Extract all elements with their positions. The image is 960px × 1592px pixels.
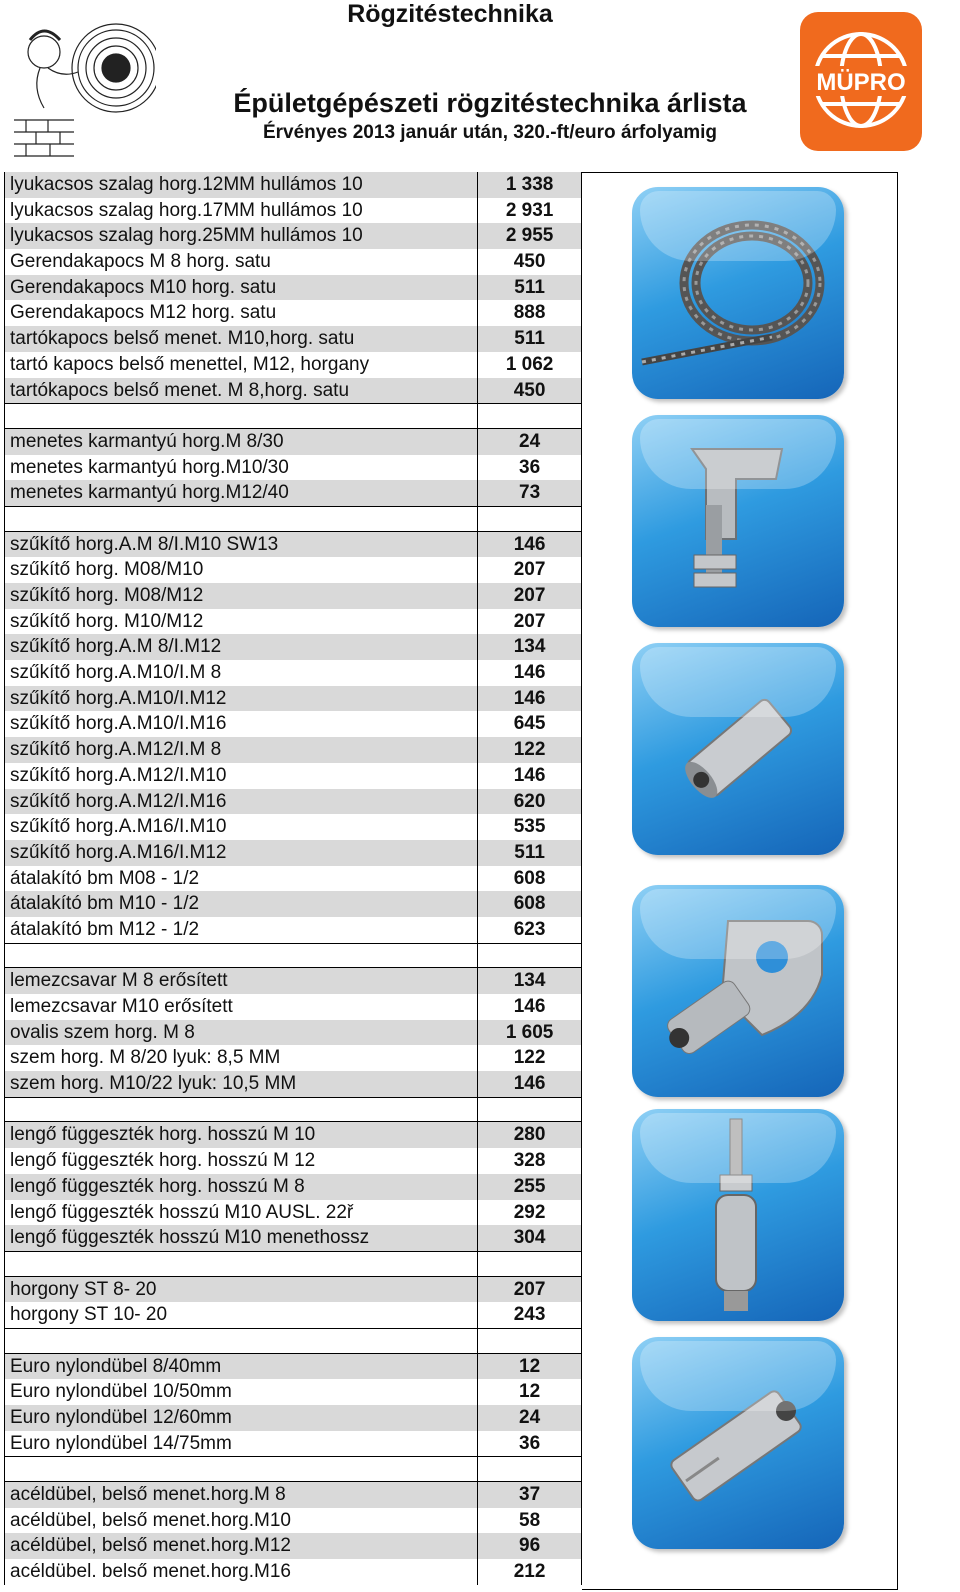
product-name: szűkítő horg.A.M10/I.M16 <box>5 711 478 737</box>
table-row <box>5 1508 582 1534</box>
product-price: 146 <box>478 686 582 712</box>
product-price <box>478 404 582 428</box>
product-name: lemezcsavar M10 erősített <box>5 994 478 1020</box>
product-name: acéldübel, belső menet.horg.M10 <box>5 1508 478 1534</box>
product-name <box>5 944 478 968</box>
separator-row <box>5 506 582 532</box>
validity-note: Érvényes 2013 január után, 320.-ft/euro árfolyamig <box>262 122 718 143</box>
product-name: szűkítő horg. M08/M10 <box>5 557 478 583</box>
product-price: 511 <box>478 275 582 301</box>
price-table <box>4 172 582 1585</box>
table-row <box>5 686 582 712</box>
product-price: 36 <box>478 455 582 481</box>
product-price: 535 <box>478 814 582 840</box>
product-name: szűkítő horg.A.M16/I.M12 <box>5 840 478 866</box>
product-name: horgony ST 10- 20 <box>5 1302 478 1328</box>
table-row <box>5 994 582 1020</box>
product-name: lengő függeszték horg. hosszú M 8 <box>5 1174 478 1200</box>
table-row <box>5 1533 582 1559</box>
table-row <box>5 1354 582 1380</box>
product-price: 328 <box>478 1148 582 1174</box>
product-name: átalakító bm M12 - 1/2 <box>5 917 478 943</box>
table-row <box>5 660 582 686</box>
product-price: 207 <box>478 583 582 609</box>
table-row <box>5 1379 582 1405</box>
product-price: 243 <box>478 1302 582 1328</box>
table-row <box>5 480 582 506</box>
product-name <box>5 1329 478 1353</box>
separator-row <box>5 1251 582 1277</box>
product-price: 1 338 <box>478 172 582 198</box>
product-price: 450 <box>478 378 582 404</box>
product-name: menetes karmantyú horg.M12/40 <box>5 480 478 506</box>
product-name <box>5 507 478 531</box>
table-row <box>5 840 582 866</box>
worker-with-pipe-icon <box>4 0 156 160</box>
product-name: átalakító bm M08 - 1/2 <box>5 866 478 892</box>
page-header <box>0 0 960 172</box>
table-row <box>5 917 582 943</box>
product-price: 212 <box>478 1559 582 1585</box>
product-name: lyukacsos szalag horg.17MM hullámos 10 <box>5 198 478 224</box>
table-row <box>5 789 582 815</box>
mupro-logo <box>798 10 924 153</box>
product-price: 146 <box>478 660 582 686</box>
product-price: 888 <box>478 300 582 326</box>
product-name: szűkítő horg.A.M12/I.M16 <box>5 789 478 815</box>
table-row <box>5 352 582 378</box>
table-row <box>5 1482 582 1508</box>
product-name: Euro nylondübel 8/40mm <box>5 1354 478 1380</box>
beam-clamp-icon <box>632 415 844 627</box>
table-row <box>5 326 582 352</box>
product-price: 73 <box>478 480 582 506</box>
separator-row <box>5 1456 582 1482</box>
product-name: lengő függeszték horg. hosszú M 12 <box>5 1148 478 1174</box>
product-name: szűkítő horg.A.M10/I.M12 <box>5 686 478 712</box>
table-row <box>5 1277 582 1303</box>
product-price: 36 <box>478 1431 582 1457</box>
product-name: szem horg. M10/22 lyuk: 10,5 MM <box>5 1071 478 1097</box>
separator-row <box>5 403 582 429</box>
eye-plate-icon <box>632 885 844 1097</box>
perforated-band-icon <box>632 187 844 399</box>
product-name <box>5 1252 478 1276</box>
product-price: 1 062 <box>478 352 582 378</box>
product-price: 58 <box>478 1508 582 1534</box>
product-price: 207 <box>478 557 582 583</box>
product-name: Gerendakapocs M12 horg. satu <box>5 300 478 326</box>
product-name: lyukacsos szalag horg.25MM hullámos 10 <box>5 223 478 249</box>
product-price <box>478 1329 582 1353</box>
table-row <box>5 609 582 635</box>
product-images-panel <box>582 172 898 1590</box>
table-row <box>5 814 582 840</box>
table-row <box>5 532 582 558</box>
product-price: 146 <box>478 1071 582 1097</box>
product-price: 608 <box>478 866 582 892</box>
table-row <box>5 1045 582 1071</box>
table-row <box>5 866 582 892</box>
product-name: szűkítő horg.A.M10/I.M 8 <box>5 660 478 686</box>
table-row <box>5 1148 582 1174</box>
price-list-title: Épületgépészeti rögzitéstechnika árlista <box>233 88 747 118</box>
product-name: acéldübel, belső menet.horg.M 8 <box>5 1482 478 1508</box>
separator-row <box>5 943 582 969</box>
product-price: 255 <box>478 1174 582 1200</box>
product-name: szűkítő horg.A.M12/I.M 8 <box>5 737 478 763</box>
product-price: 645 <box>478 711 582 737</box>
table-row <box>5 763 582 789</box>
product-price: 24 <box>478 429 582 455</box>
table-row <box>5 223 582 249</box>
product-name <box>5 1457 478 1481</box>
product-price: 608 <box>478 891 582 917</box>
product-price: 146 <box>478 994 582 1020</box>
table-row <box>5 378 582 404</box>
table-row <box>5 198 582 224</box>
table-row <box>5 275 582 301</box>
table-row <box>5 172 582 198</box>
product-name: átalakító bm M10 - 1/2 <box>5 891 478 917</box>
table-row <box>5 429 582 455</box>
table-row <box>5 711 582 737</box>
product-name: Gerendakapocs M10 horg. satu <box>5 275 478 301</box>
product-name: tartókapocs belső menet. M10,horg. satu <box>5 326 478 352</box>
product-name: tartó kapocs belső menettel, M12, horgany <box>5 352 478 378</box>
product-price: 146 <box>478 532 582 558</box>
product-price: 450 <box>478 249 582 275</box>
table-row <box>5 1302 582 1328</box>
product-price <box>478 1252 582 1276</box>
product-name: szűkítő horg. M10/M12 <box>5 609 478 635</box>
product-name: acéldübel. belső menet.horg.M16 <box>5 1559 478 1585</box>
brand-name: MÜPRO <box>816 69 906 96</box>
product-price <box>478 1457 582 1481</box>
product-price: 146 <box>478 763 582 789</box>
table-row <box>5 557 582 583</box>
product-name: ovalis szem horg. M 8 <box>5 1020 478 1046</box>
product-price <box>478 507 582 531</box>
table-row <box>5 891 582 917</box>
product-price: 12 <box>478 1379 582 1405</box>
product-name: Euro nylondübel 14/75mm <box>5 1431 478 1457</box>
product-name: lengő függeszték hosszú M10 menethossz <box>5 1225 478 1251</box>
threaded-coupler-icon <box>632 643 844 855</box>
product-price: 511 <box>478 840 582 866</box>
product-price: 96 <box>478 1533 582 1559</box>
table-row <box>5 583 582 609</box>
product-price: 207 <box>478 609 582 635</box>
table-row <box>5 1405 582 1431</box>
product-price: 2 955 <box>478 223 582 249</box>
product-name: lengő függeszték hosszú M10 AUSL. 22ř <box>5 1200 478 1226</box>
product-name: Euro nylondübel 10/50mm <box>5 1379 478 1405</box>
product-price: 292 <box>478 1200 582 1226</box>
anchor-icon <box>632 1337 844 1549</box>
product-price: 511 <box>478 326 582 352</box>
swivel-hanger-icon <box>632 1109 844 1321</box>
table-row <box>5 1431 582 1457</box>
page-title: Rögzitéstechnika <box>347 0 553 28</box>
table-row <box>5 1122 582 1148</box>
product-name: lengő függeszték horg. hosszú M 10 <box>5 1122 478 1148</box>
product-price <box>478 944 582 968</box>
product-price: 134 <box>478 968 582 994</box>
product-price: 1 605 <box>478 1020 582 1046</box>
table-row <box>5 1559 582 1585</box>
product-name: acéldübel, belső menet.horg.M12 <box>5 1533 478 1559</box>
table-row <box>5 1200 582 1226</box>
separator-row <box>5 1097 582 1123</box>
product-price <box>478 1098 582 1122</box>
product-price: 122 <box>478 737 582 763</box>
product-price: 280 <box>478 1122 582 1148</box>
table-row <box>5 634 582 660</box>
product-name: lyukacsos szalag horg.12MM hullámos 10 <box>5 172 478 198</box>
product-price: 620 <box>478 789 582 815</box>
product-name: lemezcsavar M 8 erősített <box>5 968 478 994</box>
product-name: szűkítő horg.A.M 8/I.M12 <box>5 634 478 660</box>
product-price: 207 <box>478 1277 582 1303</box>
product-name: szem horg. M 8/20 lyuk: 8,5 MM <box>5 1045 478 1071</box>
product-price: 304 <box>478 1225 582 1251</box>
product-name: szűkítő horg.A.M12/I.M10 <box>5 763 478 789</box>
table-row <box>5 300 582 326</box>
product-name: Euro nylondübel 12/60mm <box>5 1405 478 1431</box>
product-price: 122 <box>478 1045 582 1071</box>
separator-row <box>5 1328 582 1354</box>
product-name: szűkítő horg.A.M16/I.M10 <box>5 814 478 840</box>
product-name: menetes karmantyú horg.M10/30 <box>5 455 478 481</box>
product-name <box>5 404 478 428</box>
product-price: 2 931 <box>478 198 582 224</box>
table-row <box>5 968 582 994</box>
product-price: 24 <box>478 1405 582 1431</box>
product-price: 134 <box>478 634 582 660</box>
product-price: 623 <box>478 917 582 943</box>
product-name: szűkítő horg.A.M 8/I.M10 SW13 <box>5 532 478 558</box>
product-price: 12 <box>478 1354 582 1380</box>
product-name: tartókapocs belső menet. M 8,horg. satu <box>5 378 478 404</box>
product-price: 37 <box>478 1482 582 1508</box>
table-row <box>5 1225 582 1251</box>
table-row <box>5 1174 582 1200</box>
product-name: menetes karmantyú horg.M 8/30 <box>5 429 478 455</box>
table-row <box>5 737 582 763</box>
product-name: horgony ST 8- 20 <box>5 1277 478 1303</box>
product-name: szűkítő horg. M08/M12 <box>5 583 478 609</box>
product-name: Gerendakapocs M 8 horg. satu <box>5 249 478 275</box>
table-row <box>5 455 582 481</box>
table-row <box>5 249 582 275</box>
table-row <box>5 1071 582 1097</box>
table-row <box>5 1020 582 1046</box>
product-name <box>5 1098 478 1122</box>
